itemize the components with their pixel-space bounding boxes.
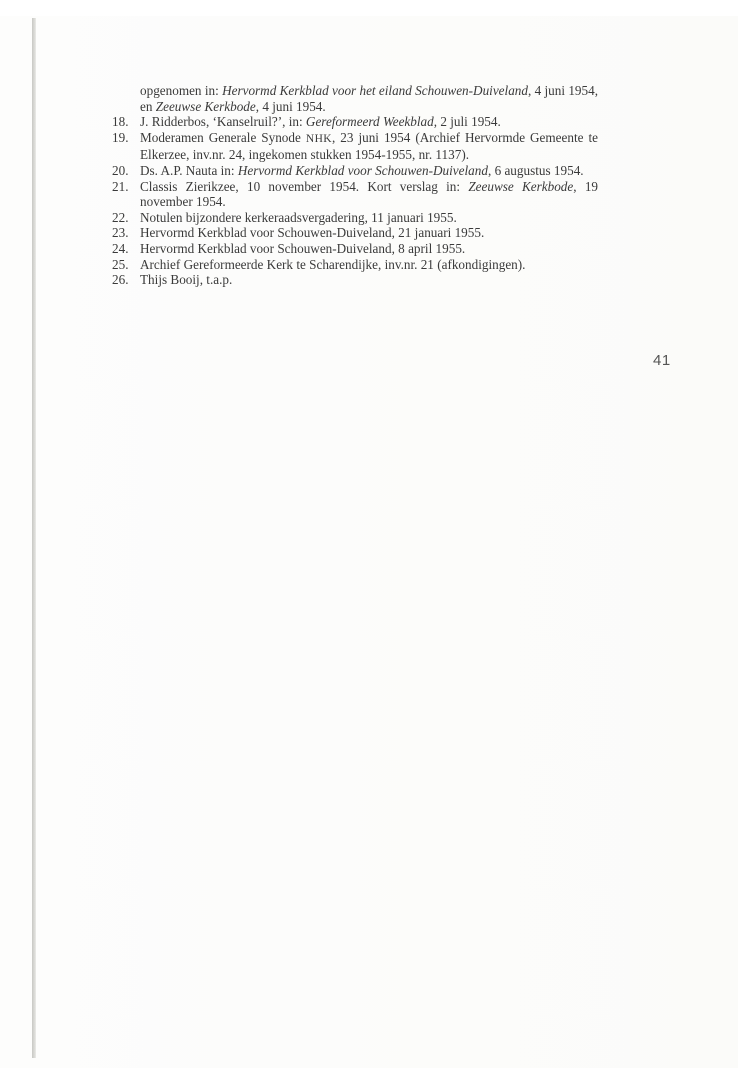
footnote-text: , 19 november 1954.	[140, 178, 599, 210]
footnote-22	[112, 210, 598, 226]
footnote-text: Classis Zierikzee, 10 november 1954. Kort verslag in:	[140, 178, 469, 194]
footnote-number: 26.	[112, 272, 129, 288]
footnote-continuation	[112, 83, 598, 114]
footnote-text: , 23 juni 1954 (Archief Hervormde Gemeente te Elkerzee, inv.nr. 24, ingekomen stukken 1954-1955, nr. 1137).	[140, 129, 598, 163]
footnote-18	[112, 114, 598, 130]
footnote-text: Hervormd Kerkblad voor Schouwen-Duiveland, 8 april 1955.	[140, 240, 466, 256]
continuation-mid: , 4 juni 1954, en	[140, 83, 599, 114]
footnote-title: Zeeuwse Kerkbode	[468, 178, 574, 194]
footnote-text: Moderamen Generale Synode	[140, 129, 306, 145]
footnote-26	[112, 272, 598, 288]
footnote-number: 21.	[112, 178, 129, 194]
continuation-title-2: Zeeuwse Kerkbode	[155, 98, 256, 114]
footnote-title: Hervormd Kerkblad voor Schouwen-Duiveland	[237, 162, 488, 178]
footnote-list	[112, 83, 598, 288]
book-spine-shadow	[32, 18, 36, 1058]
footnote-23	[112, 225, 598, 241]
footnote-21	[112, 179, 598, 210]
footnote-text: Thijs Booij, t.a.p.	[140, 272, 233, 288]
footnote-text: Ds. A.P. Nauta in:	[140, 162, 238, 178]
footnote-20	[112, 163, 598, 179]
continuation-post: , 4 juni 1954.	[255, 98, 326, 114]
page-number: 41	[653, 352, 671, 369]
footnote-text: Notulen bijzondere kerkeraadsvergadering, 11 januari 1955.	[140, 209, 457, 225]
footnote-text: Hervormd Kerkblad voor Schouwen-Duiveland, 21 januari 1955.	[140, 225, 485, 241]
footnote-number: 20.	[112, 162, 129, 178]
continuation-title-1: Hervormd Kerkblad voor het eiland Schouwen-Duiveland	[222, 83, 528, 98]
footnote-number: 22.	[112, 209, 129, 225]
footnote-number: 19.	[112, 129, 129, 145]
footnote-number: 18.	[112, 114, 129, 130]
footnote-number: 24.	[112, 240, 129, 256]
footnote-text: , 6 augustus 1954.	[487, 162, 584, 178]
footnote-25	[112, 257, 598, 273]
continuation-pre: opgenomen in:	[140, 83, 223, 98]
footnote-text: Archief Gereformeerde Kerk te Scharendijke, inv.nr. 21 (afkondigingen).	[140, 256, 526, 272]
footnote-abbreviation: NHK	[305, 132, 332, 145]
footnote-title: Gereformeerd Weekblad	[305, 114, 434, 130]
footnote-24	[112, 241, 598, 257]
footnote-text: , 2 juli 1954.	[433, 114, 501, 130]
footnote-19	[112, 130, 598, 163]
page-top-edge	[0, 0, 738, 16]
footnote-number: 25.	[112, 256, 129, 272]
footnote-number: 23.	[112, 225, 129, 241]
footnote-text: J. Ridderbos, ‘Kanselruil?’, in:	[140, 114, 306, 130]
